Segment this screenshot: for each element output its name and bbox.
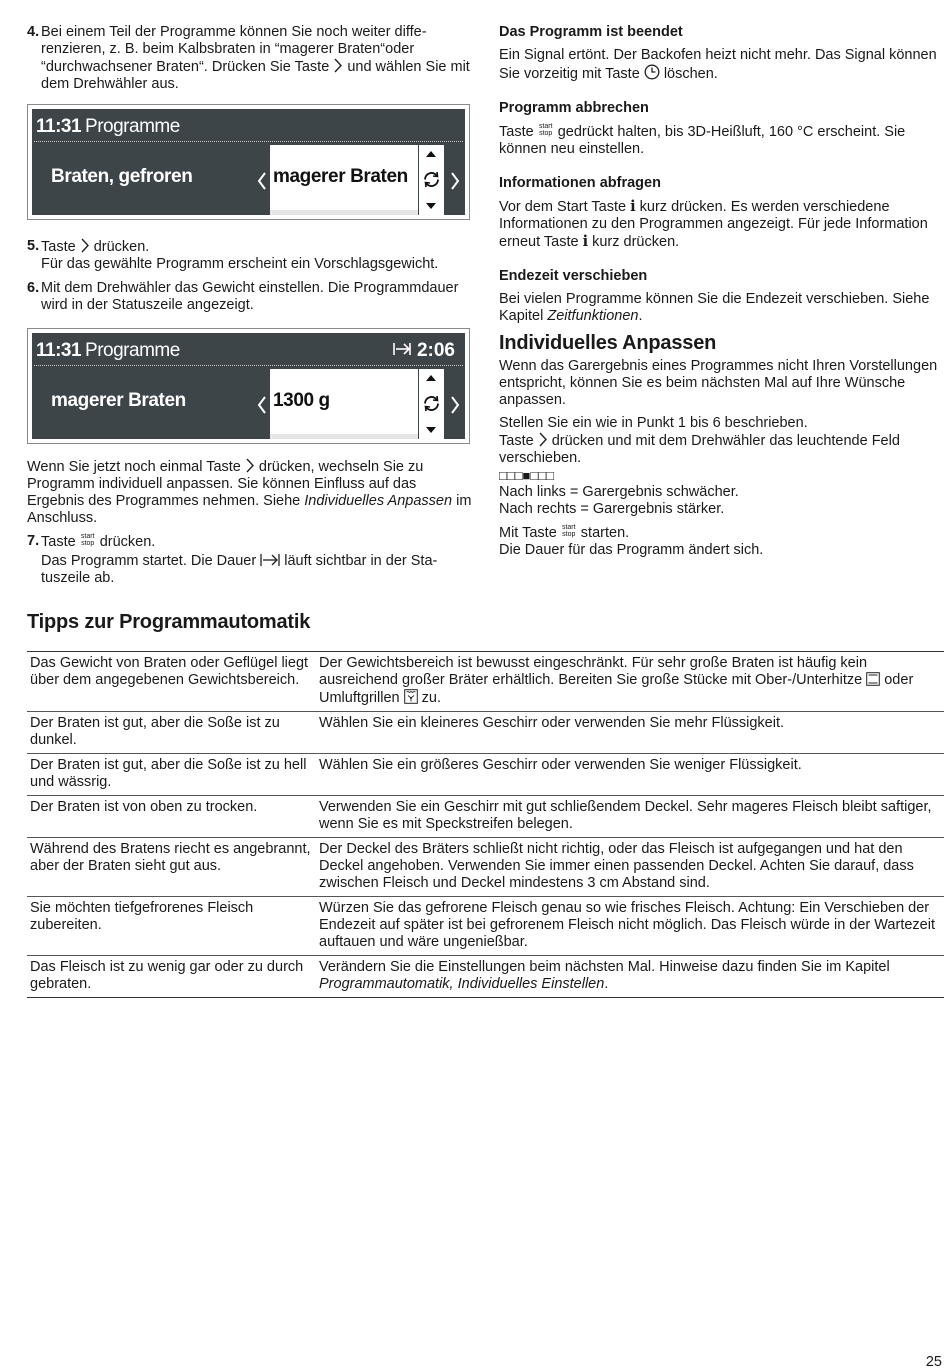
table-row (27, 838, 944, 897)
duration-changes: Die Dauer für das Programm ändert sich. (499, 542, 764, 558)
remedy-text-b: . (604, 976, 609, 992)
text-c: kurz drücken. (588, 234, 680, 250)
remedy-text-a: Der Gewichtsbereich ist bewusst eingeschränkt. Für sehr große Braten ist häufig kein ausreichend großer Bräter erhältlich. Bereiten Sie große Stücke mit Ober-/Unterhitze (319, 655, 868, 688)
section-end-time (499, 268, 944, 325)
text-a: Bei vielen Programme können Sie die Endezeit verschieben. Siehe Kapitel (499, 291, 930, 324)
section-heading: Endezeit verschieben (499, 268, 648, 284)
remedy-italic: Programmautomatik, Individuelles Einstellen (319, 976, 605, 992)
start-instruction (499, 524, 944, 542)
start-label: start (80, 533, 95, 540)
stop-label: stop (81, 540, 95, 547)
section-program-finished (499, 24, 944, 83)
display-left-label: Braten, gefroren (51, 166, 193, 187)
remedy-cell (316, 956, 944, 998)
text-a: Ein Signal ertönt. Der Backofen heizt nicht mehr. Das Signal können Sie vorzeitig mit Taste (499, 47, 937, 82)
display-scroller[interactable] (419, 369, 444, 439)
text-b: starten. (576, 525, 630, 541)
display-left-label: magerer Braten (51, 390, 186, 411)
problem-cell: Sie möchten tiefgefrorenes Fleisch zubereiten. (27, 897, 316, 956)
remedy-text-a: Verändern Sie die Einstellungen beim nächsten Mal. Hinweise dazu finden Sie im Kapitel (319, 959, 890, 975)
text-b: drücken und mit dem Drehwähler das leuchtende Feld verschieben. (499, 433, 900, 466)
text-a: Mit Taste (499, 525, 561, 541)
chevron-right-icon (245, 458, 255, 473)
step-5 (27, 238, 472, 256)
step-text-a: Taste (41, 239, 80, 255)
right-stronger: Nach rechts = Garergebnis stärker. (499, 501, 725, 517)
info-icon: i (630, 198, 636, 215)
problem-cell: Der Braten ist von oben zu trocken. (27, 796, 316, 838)
problem-cell: Während des Bratens riecht es angebrannt, aber der Braten sieht gut aus. (27, 838, 316, 897)
text-b: gedrückt halten, bis 3D-Heißluft, 160 °C erscheint. Sie können neu einstellen. (499, 124, 906, 157)
step-text-a: Bei einem Teil der Programme können Sie noch weiter differenzieren, z. B. beim Kalbsbraten in “magerer Braten“oder “durchwachsener Braten“. Drücken Sie Taste (41, 24, 427, 75)
step-7-subtext (27, 553, 472, 587)
clock-icon (644, 64, 660, 80)
remedy-text-b: oder Umluftgrillen (319, 672, 914, 706)
step-text (41, 238, 472, 256)
step-4 (27, 24, 472, 93)
step-text (41, 24, 472, 93)
para-text-a: Wenn Sie jetzt noch einmal Taste (27, 459, 245, 475)
section-heading: Programm abbrechen (499, 100, 649, 116)
step-text-a: Taste (41, 534, 80, 550)
step-sub-a: Das Programm startet. Die Dauer (41, 553, 261, 569)
right-column (499, 24, 944, 559)
arrow-up-icon (425, 150, 437, 158)
step-number: 4. (27, 24, 40, 40)
page-number: 25 (925, 1354, 942, 1370)
display-selection-box[interactable] (270, 369, 418, 439)
step-text-b: drücken. (89, 239, 150, 255)
remedy-cell (316, 652, 944, 712)
rotate-icon (421, 393, 442, 414)
arrow-down-icon (425, 202, 437, 210)
step-text-b: und wählen Sie mit dem Drehwähler aus. (41, 59, 470, 92)
text-a: Vor dem Start Taste (499, 199, 631, 215)
remedy-text-c: zu. (417, 690, 441, 706)
section-information (499, 175, 944, 251)
left-weaker: Nach links = Garergebnis schwächer. (499, 484, 739, 500)
step-number: 6. (27, 280, 40, 296)
problem-cell: Das Gewicht von Braten oder Geflügel liegt über dem angegebenen Gewichtsbereich. (27, 652, 316, 712)
remedy-cell: Verwenden Sie ein Geschirr mit gut schließendem Deckel. Sehr mageres Fleisch bleibt saftiger, wenn Sie es mit Speckstreifen belegen. (316, 796, 944, 838)
table-row (27, 956, 944, 998)
duration-icon (260, 553, 280, 567)
display-time: 11:31 (36, 340, 82, 361)
table-row (27, 712, 944, 754)
duration-icon (393, 342, 411, 356)
table-row (27, 897, 944, 956)
text-b: kurz drücken. Es werden verschiedene Informationen zu den Programmen angezeigt. Für jede Information erneut Taste (499, 199, 928, 250)
step-5-subtext: Für das gewählte Programm erscheint ein Vorschlagsgewicht. (41, 256, 439, 272)
problem-cell: Der Braten ist gut, aber die Soße ist zu hell und wässrig. (27, 754, 316, 796)
para-text-c: im Anschluss. (27, 493, 472, 526)
text-b: . (638, 308, 643, 324)
top-bottom-heat-icon (866, 672, 880, 686)
individual-step1: Stellen Sie ein wie in Punkt 1 bis 6 beschrieben. (499, 415, 808, 431)
remedy-cell: Der Deckel des Bräters schließt nicht richtig, oder das Fleisch ist aufgegangen und hat den Deckel angehoben. Verwenden Sie immer einen passenden Deckel. Achten Sie darauf, dass zwischen Fleisch und Deckel mindestens 3 cm Abstand sind. (316, 838, 944, 897)
arrow-down-icon (425, 426, 437, 434)
step-number: 7. (27, 533, 40, 549)
chevron-left-icon[interactable] (256, 171, 268, 191)
text-b: löschen. (659, 66, 718, 82)
display-title: Programme (85, 116, 180, 137)
stop-label: stop (562, 531, 576, 538)
problem-cell: Der Braten ist gut, aber die Soße ist zu dunkel. (27, 712, 316, 754)
tips-table (27, 651, 944, 998)
para-link-text: Individuelles Anpassen (304, 493, 453, 509)
start-label: start (561, 524, 576, 531)
display-selection-bar (270, 210, 418, 215)
chevron-right-icon (80, 238, 90, 253)
arrow-up-icon (425, 374, 437, 382)
section-heading: Informationen abfragen (499, 175, 661, 191)
display-divider (34, 141, 463, 142)
chevron-right-icon[interactable] (449, 171, 461, 191)
table-row (27, 754, 944, 796)
section-text (499, 198, 944, 251)
remedy-cell: Wählen Sie ein größeres Geschirr oder verwenden Sie weniger Flüssigkeit. (316, 754, 944, 796)
fan-grill-icon (404, 689, 418, 704)
display-scroller[interactable] (419, 145, 444, 215)
display-selection-bar (270, 434, 418, 439)
start-label: start (538, 123, 553, 130)
chevron-right-icon (538, 432, 548, 447)
remedy-cell: Wählen Sie ein kleineres Geschirr oder verwenden Sie mehr Flüssigkeit. (316, 712, 944, 754)
info-icon: i (582, 233, 589, 250)
remedy-cell: Würzen Sie das gefrorene Fleisch genau so wie frisches Fleisch. Achtung: Ein Verschieben der Endezeit auf später ist bei gefrorenem Fleisch nicht möglich. Das Fleisch würde in der Wartezeit auftauen und wäre ungenießbar. (316, 897, 944, 956)
chevron-left-icon[interactable] (256, 395, 268, 415)
start-stop-icon (80, 533, 96, 547)
start-stop-icon (561, 524, 577, 538)
result-scale: □□□■□□□ (499, 468, 554, 483)
rotate-icon (421, 169, 442, 190)
text-a: Taste (499, 433, 538, 449)
oven-display-2 (27, 328, 470, 444)
para-text-b: drücken, wechseln Sie zu Programm individuell anpassen. Sie können Einfluss auf das Ergebnis des Programmes nehmen. Siehe (27, 459, 424, 509)
start-stop-icon (538, 123, 554, 137)
section-text (499, 123, 944, 158)
step-text: Mit dem Drehwähler das Gewicht einstellen. Die Programmdauer wird in der Statuszeile angezeigt. (41, 280, 459, 313)
display-duration (393, 342, 455, 359)
individual-step2 (499, 432, 944, 467)
individual-adjust-paragraph (27, 458, 472, 527)
display-selected-value: magerer Braten (273, 166, 408, 187)
table-row (27, 652, 944, 712)
display-divider (34, 365, 463, 366)
section-text (499, 47, 944, 83)
oven-display-1 (27, 104, 470, 220)
display-selection-box[interactable] (270, 145, 418, 215)
chevron-right-icon (333, 58, 343, 73)
display-header (36, 342, 180, 359)
display-title: Programme (85, 340, 180, 361)
table-row (27, 796, 944, 838)
tips-heading: Tipps zur Programmautomatik (27, 611, 311, 633)
stop-label: stop (539, 130, 553, 137)
section-text (499, 291, 944, 325)
display-header (36, 118, 180, 135)
text-a: Taste (499, 124, 538, 140)
step-text (41, 533, 472, 551)
text-italic: Zeitfunktionen (547, 308, 639, 324)
step-7 (27, 533, 472, 551)
section-heading: Das Programm ist beendet (499, 24, 683, 40)
section-program-cancel (499, 100, 944, 158)
step-sub-b: läuft sichtbar in der Statuszeile ab. (41, 553, 438, 586)
display-selected-value: 1300 g (273, 390, 330, 411)
left-column (27, 24, 472, 587)
display-duration-value: 2:06 (416, 340, 455, 361)
step-6 (27, 280, 472, 314)
individual-heading: Individuelles Anpassen (499, 332, 717, 354)
display-time: 11:31 (36, 116, 82, 137)
step-number: 5. (27, 238, 40, 254)
step-text-b: drücken. (95, 534, 156, 550)
problem-cell: Das Fleisch ist zu wenig gar oder zu durch gebraten. (27, 956, 316, 998)
individual-intro: Wenn das Garergebnis eines Programmes nicht Ihren Vorstellungen entspricht, können Sie es beim nächsten Mal auf Ihre Wünsche anpassen. (499, 358, 938, 408)
chevron-right-icon[interactable] (449, 395, 461, 415)
